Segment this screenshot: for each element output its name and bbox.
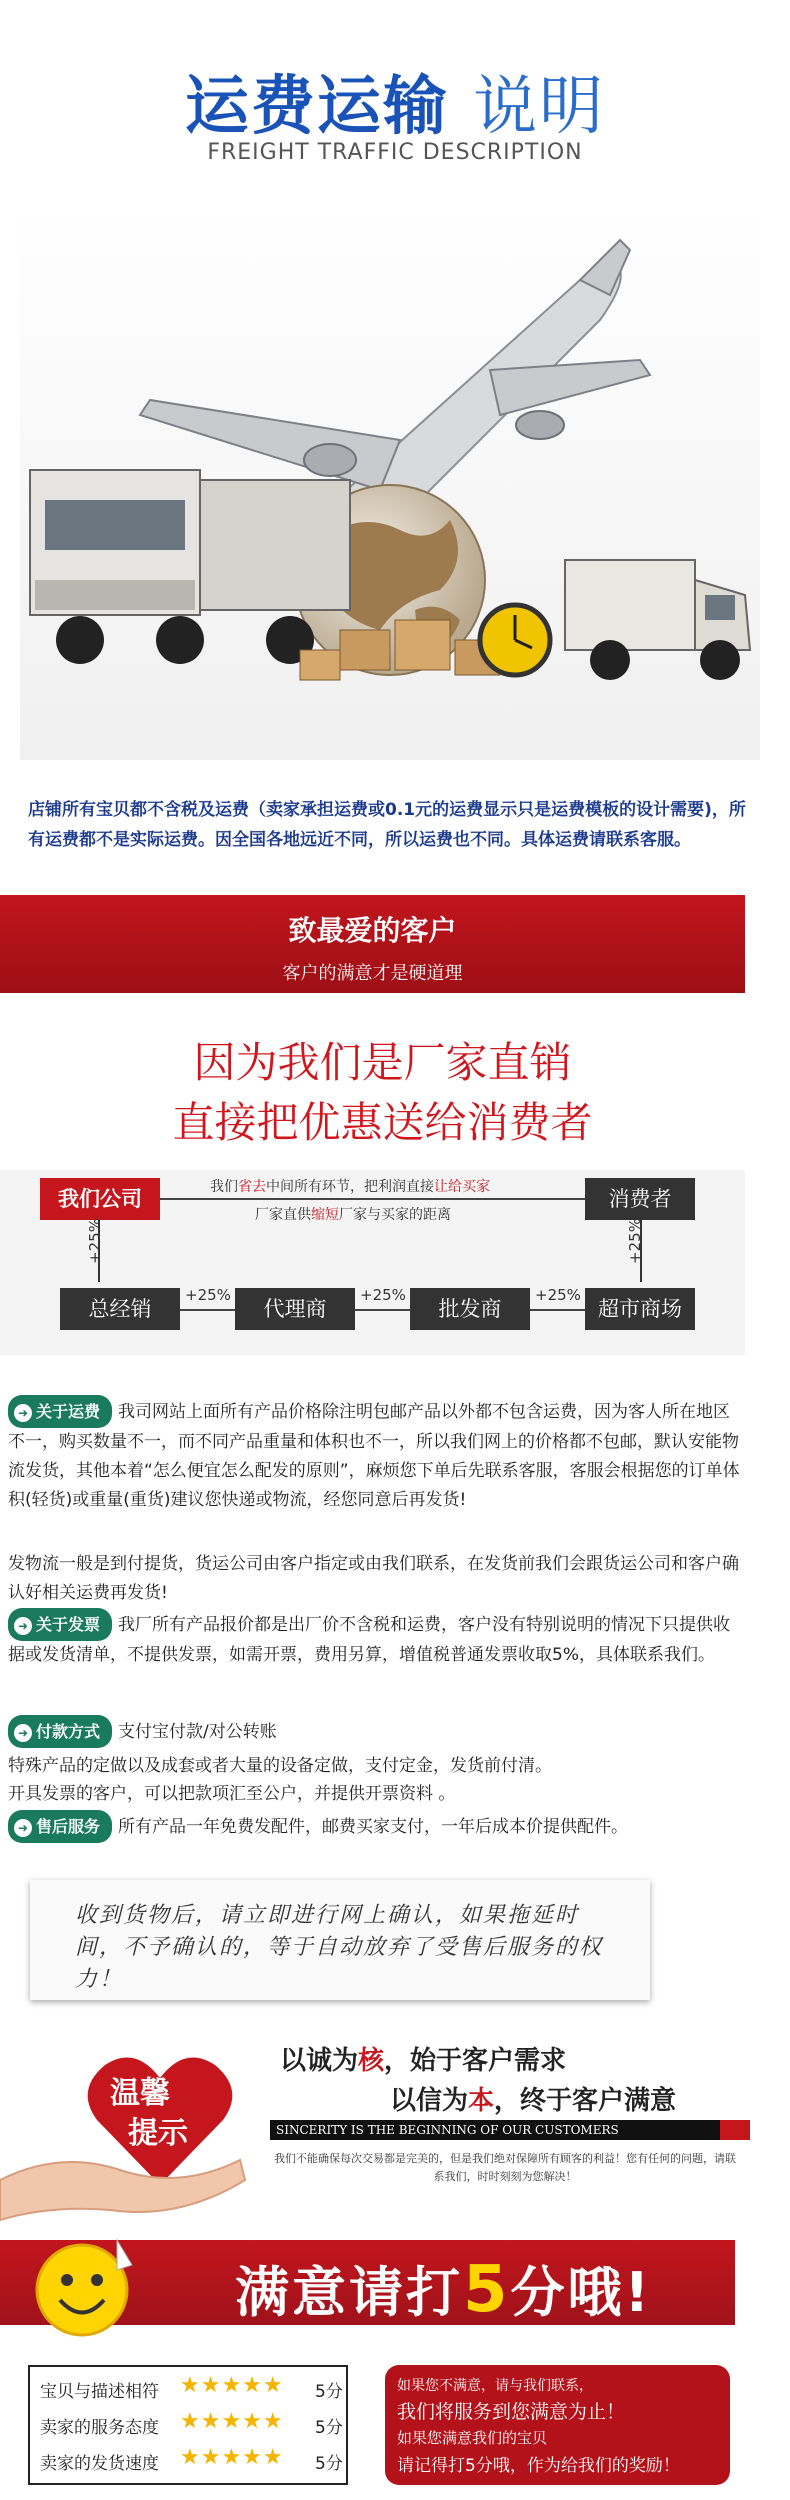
step-line-1 xyxy=(180,1309,235,1311)
message-box xyxy=(385,2365,730,2485)
sincerity-accent xyxy=(720,2120,750,2140)
step-agent: 代理商 xyxy=(235,1288,355,1330)
page-title xyxy=(0,55,790,147)
star-rating-3: ★★★★★ xyxy=(180,2445,284,2470)
handwriting-text: 收到货物后，请立即进行网上确认，如果拖延时间，不予确认的，等于自动放弃了受售后服务的权力！ xyxy=(75,1903,604,1992)
flow-mid-text: 厂家直供缩短厂家与买家的距离 xyxy=(255,1207,451,1223)
step-pct-2: +25% xyxy=(360,1286,406,1304)
message-line-3: 如果您满意我们的宝贝 xyxy=(397,2429,548,2447)
smiley-icon xyxy=(22,2230,142,2350)
tip-small-text: 我们不能确保每次交易都是完美的，但是我们绝对保障所有顾客的利益！您有任何的问题，请联系我们，时时刻刻为您解决！ xyxy=(274,2152,736,2183)
invoice-info: ➜ 关于发票 我厂所有产品报价都是出厂价不含税和运费，客户没有特别说明的情况下只提供收据或发货清单，不提供发票，如需开票，费用另算，增值税普通发票收取5%，具体联系我们。 xyxy=(8,1608,743,1670)
consumer-box: 消费者 xyxy=(585,1178,695,1220)
heart-text-2: 提示 xyxy=(128,2116,188,2151)
freight-notice: 店铺所有宝贝都不含税及运费（卖家承担运费或0.1元的运费显示只是运费模板的设计需要)，所有运费都不是实际运费。因全国各地远近不同，所以运费也不同。具体运费请联系客服。 xyxy=(28,800,746,850)
banner-title: 致最爱的客户 xyxy=(288,914,457,947)
title-light: 说明 xyxy=(473,70,606,144)
star-rating-1: ★★★★★ xyxy=(180,2373,284,2398)
arrow-icon: ➜ xyxy=(14,1819,32,1837)
payment-note-1: 特殊产品的定做以及成套或者大量的设备定做，支付定金，发货前付清。 xyxy=(8,1756,552,1776)
service-info: ➜ 售后服务 所有产品一年免费发配件，邮费买家支付，一年后成本价提供配件。 xyxy=(8,1810,743,1843)
left-truck-icon xyxy=(30,470,350,664)
service-label: ➜ 售后服务 xyxy=(8,1810,112,1843)
payment-label: ➜ 付款方式 xyxy=(8,1715,112,1748)
rating-score-1: 5分 xyxy=(315,2382,343,2402)
message-line-2: 我们将服务到您满意为止！ xyxy=(397,2401,626,2423)
message-line-1: 如果您不满意，请与我们联系， xyxy=(397,2378,593,2394)
freight-illustration xyxy=(20,200,760,760)
rating-label-1: 宝贝与描述相符 xyxy=(40,2382,159,2402)
heart-text-1: 温馨 xyxy=(110,2076,170,2111)
payment-info: ➜ 付款方式 支付宝付款/对公转账 xyxy=(8,1715,743,1748)
star-rating-2: ★★★★★ xyxy=(180,2409,284,2434)
invoice-label: ➜ 关于发票 xyxy=(8,1608,112,1641)
customer-banner xyxy=(0,895,745,993)
slogan-line2: 以信为本，终于客户满意 xyxy=(390,2086,677,2116)
step-line-3 xyxy=(530,1309,585,1311)
headline-line2: 直接把优惠送给消费者 xyxy=(172,1098,593,1147)
pct-left: +25% xyxy=(85,1218,104,1264)
arrow-icon: ➜ xyxy=(14,1404,32,1422)
our-company-box: 我们公司 xyxy=(40,1178,160,1220)
step-pct-3: +25% xyxy=(535,1286,581,1304)
hands-icon xyxy=(0,2110,250,2230)
flow-top-text: 我们省去中间所有环节，把利润直接让给买家 xyxy=(210,1179,490,1195)
shipping-info: 发物流一般是到付提货，货运公司由客户指定或由我们联系，在发货前我们会跟货运公司和客户确认好相关运费再发货! xyxy=(8,1554,739,1603)
banner-subtitle: 客户的满意才是硬道理 xyxy=(282,963,463,984)
score-text: 满意请打5分哦! xyxy=(235,2253,653,2327)
title-bold: 运费运输 xyxy=(184,70,449,144)
step-distributor: 总经销 xyxy=(60,1288,180,1330)
rating-score-3: 5分 xyxy=(315,2454,343,2474)
message-line-4: 请记得打5分哦，作为给我们的奖励！ xyxy=(397,2456,680,2476)
step-line-2 xyxy=(355,1309,410,1311)
slogan-line1: 以诚为核，始于客户需求 xyxy=(280,2046,567,2076)
step-wholesaler: 批发商 xyxy=(410,1288,530,1330)
clock-icon xyxy=(480,605,550,675)
page-subtitle: FREIGHT TRAFFIC DESCRIPTION xyxy=(207,140,583,165)
flow-top-line xyxy=(160,1198,585,1200)
headline-line1: 因为我们是厂家直销 xyxy=(193,1038,572,1087)
rating-box xyxy=(28,2365,348,2485)
sincerity-bar: SINCERITY IS THE BEGINNING OF OUR CUSTOMERS xyxy=(270,2120,750,2140)
rating-label-2: 卖家的服务态度 xyxy=(40,2418,159,2438)
rating-score-2: 5分 xyxy=(315,2418,343,2438)
pct-right: +25% xyxy=(625,1218,644,1264)
step-pct-1: +25% xyxy=(185,1286,231,1304)
handwriting-card xyxy=(30,1880,650,2000)
rating-label-3: 卖家的发货速度 xyxy=(40,2454,159,2474)
arrow-icon: ➜ xyxy=(14,1617,32,1635)
freight-info: ➜ 关于运费 我司网站上面所有产品价格除注明包邮产品以外都不包含运费，因为客人所在地区不一，购买数量不一，而不同产品重量和体积也不一，所以我们网上的价格都不包邮，默认安能物流发货，其他本着“怎么便宜怎么配发的原则”，麻烦您下单后先联系客服，客服会根据您的订单体积(轻货)或重量(重货)建议您快递或物流，经您同意后再发货! xyxy=(8,1395,743,1515)
step-supermarket: 超市商场 xyxy=(585,1288,695,1330)
payment-note-2: 开具发票的客户，可以把款项汇至公户，并提供开票资料 。 xyxy=(8,1784,456,1804)
arrow-icon: ➜ xyxy=(14,1724,32,1742)
flow-diagram xyxy=(0,1170,745,1355)
freight-label: ➜ 关于运费 xyxy=(8,1395,112,1428)
